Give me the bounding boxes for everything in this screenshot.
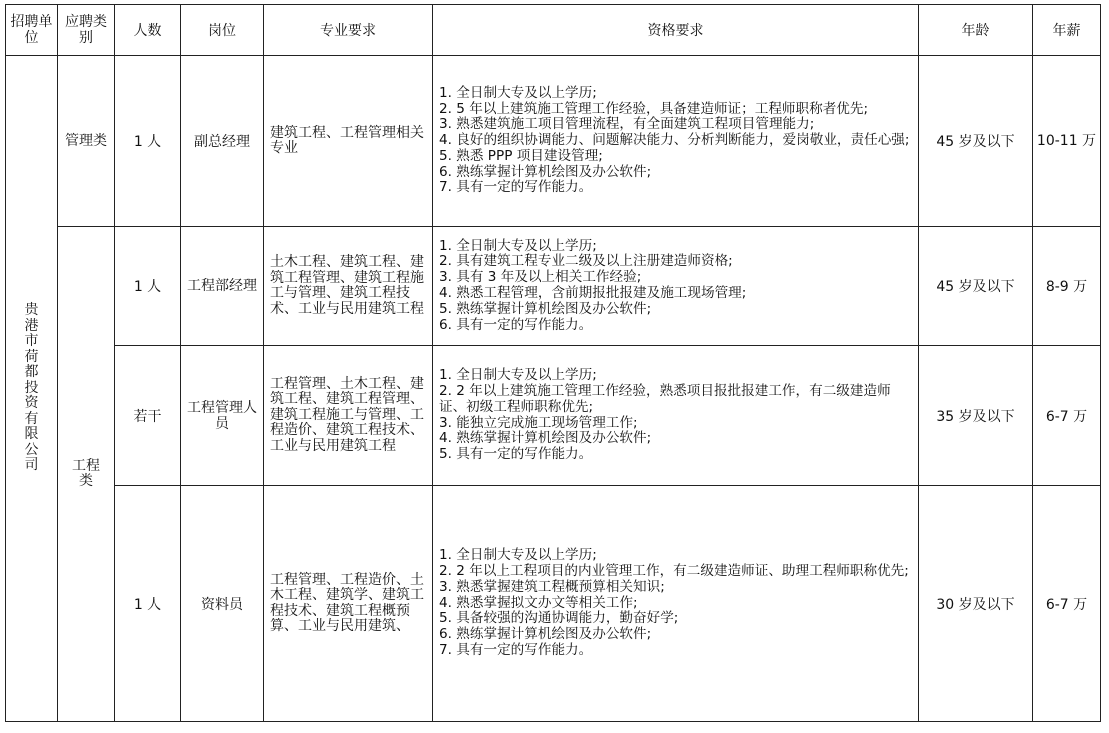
header-unit: 招聘单位 — [6, 5, 58, 56]
qualification-item: 2. 2 年以上工程项目的内业管理工作，有二级建造师证、助理工程师职称优先; — [439, 563, 909, 579]
count-cell: 1 人 — [115, 227, 181, 346]
qualification-item: 7. 具有一定的写作能力。 — [439, 641, 593, 658]
qualification-item: 4. 熟悉工程管理，含前期报批报建及施工现场管理; — [439, 285, 747, 301]
major-cell: 土木工程、建筑工程、建筑工程管理、建筑工程施工与管理、建筑工程技术、工业与民用建筑工程 — [264, 227, 433, 346]
company-cell — [6, 56, 58, 722]
qualification-item: 3. 熟悉掌握建筑工程概预算相关知识; — [439, 578, 665, 595]
qualification-item: 5. 具有一定的写作能力。 — [439, 446, 593, 463]
qualification-item: 5. 熟练掌握计算机绘图及办公软件; — [439, 300, 652, 317]
qualification-item: 2. 5 年以上建筑施工管理工作经验，具备建造师证；工程师职称者优先; — [439, 100, 869, 117]
qualification-cell — [433, 227, 919, 346]
count-cell: 若干 — [115, 346, 181, 486]
count-cell: 1 人 — [115, 56, 181, 227]
header-salary: 年薪 — [1033, 5, 1101, 56]
recruitment-table — [5, 4, 1101, 722]
header-major: 专业要求 — [264, 5, 433, 56]
table-row — [6, 486, 1101, 722]
header-count: 人数 — [115, 5, 181, 56]
count-cell: 1 人 — [115, 486, 181, 722]
category-engineering-cell — [58, 227, 115, 722]
qualification-item: 1. 全日制大专及以上学历; — [439, 237, 597, 254]
qualification-item: 6. 熟练掌握计算机绘图及办公软件; — [439, 626, 652, 643]
salary-cell: 10-11 万 — [1033, 56, 1101, 227]
qualification-item: 6. 熟练掌握计算机绘图及办公软件; — [439, 163, 652, 180]
salary-cell: 6-7 万 — [1033, 346, 1101, 486]
category-engineering: 工程类 — [71, 457, 100, 489]
qualification-cell — [433, 486, 919, 722]
position-cell: 资料员 — [181, 486, 264, 722]
position-cell: 副总经理 — [181, 56, 264, 227]
qualification-cell — [433, 346, 919, 486]
age-cell: 35 岁及以下 — [919, 346, 1033, 486]
age-cell: 45 岁及以下 — [919, 56, 1033, 227]
category-management: 管理类 — [58, 56, 115, 227]
table-row — [6, 56, 1101, 227]
qualification-item: 7. 具有一定的写作能力。 — [439, 179, 593, 196]
position-cell: 工程管理人员 — [181, 346, 264, 486]
salary-cell: 6-7 万 — [1033, 486, 1101, 722]
qualification-item: 4. 良好的组织协调能力、问题解决能力、分析判断能力，爱岗敬业，责任心强; — [439, 132, 910, 149]
qualification-item: 1. 全日制大专及以上学历; — [439, 84, 597, 101]
qualification-item: 2. 具有建筑工程专业二级及以上注册建造师资格; — [439, 253, 733, 270]
salary-cell: 8-9 万 — [1033, 227, 1101, 346]
qualification-item: 3. 能独立完成施工现场管理工作; — [439, 414, 638, 431]
major-cell: 工程管理、工程造价、土木工程、建筑学、建筑工程技术、建筑工程概预算、工业与民用建筑、 — [264, 486, 433, 722]
age-cell: 45 岁及以下 — [919, 227, 1033, 346]
qualification-item: 3. 熟悉建筑施工项目管理流程，有全面建筑工程项目管理能力; — [439, 116, 815, 133]
qualification-item: 4. 熟练掌握计算机绘图及办公软件; — [439, 430, 652, 447]
position-cell: 工程部经理 — [181, 227, 264, 346]
qualification-item: 4. 熟悉掌握拟文办文等相关工作; — [439, 594, 638, 611]
qualification-item: 3. 具有 3 年及以上相关工作经验; — [439, 269, 642, 286]
table-row — [6, 346, 1101, 486]
age-cell: 30 岁及以下 — [919, 486, 1033, 722]
qualification-item: 5. 熟悉 PPP 项目建设管理; — [439, 147, 603, 164]
qualification-item: 1. 全日制大专及以上学历; — [439, 547, 597, 564]
qualification-cell — [433, 56, 919, 227]
header-age: 年龄 — [919, 5, 1033, 56]
company-name: 贵港市荷都投资有限公司 — [24, 302, 39, 474]
qualification-item: 6. 具有一定的写作能力。 — [439, 316, 593, 333]
table-row — [6, 227, 1101, 346]
qualification-item: 2. 2 年以上建筑施工管理工作经验，熟悉项目报批报建工作，有二级建造师证、初级工程师职称优先; — [439, 382, 891, 415]
header-qualification: 资格要求 — [433, 5, 919, 56]
header-category: 应聘类别 — [58, 5, 115, 56]
header-row — [6, 5, 1101, 56]
major-cell: 工程管理、土木工程、建筑工程、建筑工程管理、建筑工程施工与管理、工程造价、建筑工程技术、工业与民用建筑工程 — [264, 346, 433, 486]
qualification-item: 1. 全日制大专及以上学历; — [439, 367, 597, 384]
qualification-item: 5. 具备较强的沟通协调能力，勤奋好学; — [439, 610, 679, 627]
header-position: 岗位 — [181, 5, 264, 56]
major-cell: 建筑工程、工程管理相关专业 — [264, 56, 433, 227]
